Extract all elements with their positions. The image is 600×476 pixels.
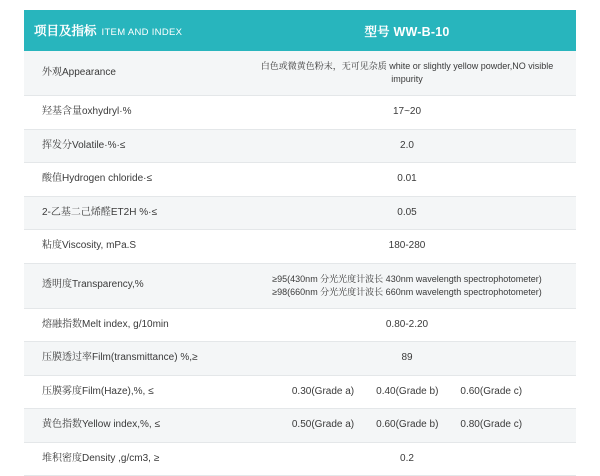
row-value (238, 263, 576, 308)
row-item-label: 粘度Viscosity, mPa.S (24, 230, 238, 264)
table-row (24, 342, 576, 376)
row-value: 0.01 (238, 163, 576, 197)
row-value: 0.05 (238, 196, 576, 230)
table-row (24, 163, 576, 197)
table-row (24, 375, 576, 409)
row-value: 0.80-2.20 (238, 308, 576, 342)
table-body (24, 51, 576, 476)
row-value: 89 (238, 342, 576, 376)
row-item-label: 透明度Transparency,% (24, 263, 238, 308)
header-item-label-en: ITEM AND INDEX (101, 27, 183, 38)
row-value-grade: 0.80(Grade c) (460, 419, 523, 431)
row-value: 白色或微黄色粉末，无可见杂质 white or slightly yellow powder,NO visible impurity (238, 51, 576, 96)
table-row (24, 129, 576, 163)
row-item-label: 堆积密度Density ,g/cm3, ≥ (24, 442, 238, 476)
row-item-label: 2-乙基二己烯醛ET2H %·≤ (24, 196, 238, 230)
table-row (24, 230, 576, 264)
header-model-cell: 型号 WW-B-10 (238, 10, 576, 51)
row-item-label: 酸值Hydrogen chloride·≤ (24, 163, 238, 197)
row-value-grade: 0.60(Grade b) (376, 419, 439, 431)
row-item-label: 熔融指数Melt index, g/10min (24, 308, 238, 342)
row-value (238, 409, 576, 443)
row-value: 0.2 (238, 442, 576, 476)
row-item-label: 黄色指数Yellow index,%, ≤ (24, 409, 238, 443)
row-value-grades (248, 418, 566, 433)
row-item-label: 压膜雾度Film(Haze),%, ≤ (24, 375, 238, 409)
row-value-grade: 0.40(Grade b) (376, 385, 439, 397)
table-row (24, 51, 576, 96)
row-value-grades (248, 385, 566, 400)
table-row (24, 308, 576, 342)
table-header (24, 10, 576, 51)
row-value-grade: 0.60(Grade c) (460, 385, 523, 397)
row-value: 180-280 (238, 230, 576, 264)
specification-table (24, 10, 576, 476)
row-value-grade: 0.30(Grade a) (291, 385, 355, 397)
row-value: 17~20 (238, 96, 576, 130)
row-item-label: 外观Appearance (24, 51, 238, 96)
table-row (24, 263, 576, 308)
table-row (24, 442, 576, 476)
table-row (24, 96, 576, 130)
table-row (24, 196, 576, 230)
row-value-line: ≥95(430nm 分光光度计波长 430nm wavelength spectrophotometer) (272, 273, 542, 284)
row-item-label: 羟基含量oxhydryl·% (24, 96, 238, 130)
table-header-row (24, 10, 576, 51)
row-value: 2.0 (238, 129, 576, 163)
row-item-label: 挥发分Volatile·%·≤ (24, 129, 238, 163)
header-item-cell (24, 10, 238, 51)
row-value-line: ≥98(660nm 分光光度计波长 660nm wavelength spectrophotometer) (272, 286, 542, 297)
header-item-label-cn: 项目及指标 (34, 24, 97, 38)
row-item-label: 压膜透过率Film(transmittance) %,≥ (24, 342, 238, 376)
row-value-grade: 0.50(Grade a) (291, 419, 355, 431)
table-row (24, 409, 576, 443)
row-value (238, 375, 576, 409)
